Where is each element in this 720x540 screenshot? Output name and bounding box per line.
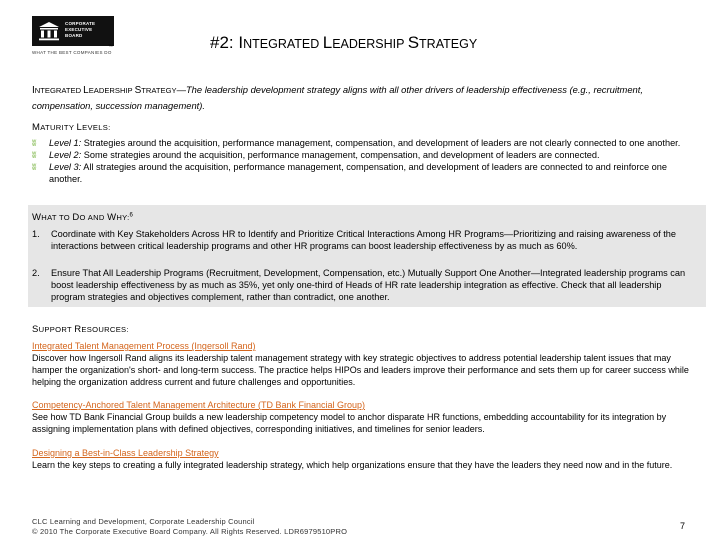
maturity-levels-section: [32, 122, 692, 185]
maturity-level-item: ʬ Level 3: All strategies around the acquisition, performance management, compensation, and development of leaders are connected to and reinforce one another.: [32, 162, 667, 184]
resource-link[interactable]: Integrated Talent Management Process (Ingersoll Rand): [32, 341, 256, 351]
green-bullet-icon: ʬ: [32, 162, 37, 172]
building-logo-icon: [38, 21, 60, 41]
maturity-level-item: ʬ Level 2: Some strategies around the acquisition, performance management, compensation, and development of leaders are connected.: [32, 150, 600, 160]
green-bullet-icon: ʬ: [32, 150, 37, 160]
company-logo: [32, 16, 114, 46]
trademark-symbol: ™: [108, 44, 113, 50]
what-to-do-heading: WHAT TO DO AND WHY:$^6$: [32, 212, 134, 223]
resource-description: Discover how Ingersoll Rand aligns its leadership talent management strategy with key strategic objectives to address potential leadership talent issues that may hamper the organization's short- and long-term success. The practice helps HIPOs and leaders improve their performance and sets them up for career success while helping the organization address current and future challenges and opportunities.: [32, 353, 689, 387]
resource-link[interactable]: Competency-Anchored Talent Management Architecture (TD Bank Financial Group): [32, 400, 365, 410]
recommendation-item: 1. Coordinate with Key Stakeholders Across HR to Identify and Prioritize Critical Interactions Among HR Programs—Prioritizing and raising awareness of the interactions between critical leadership programs and other HR programs can boost leadership effectiveness by as much as 60%.: [32, 229, 677, 251]
page-title: #2: INTEGRATED LEADERSHIP STRATEGY: [210, 33, 478, 52]
maturity-levels-heading: MATURITY LEVELS:: [32, 122, 111, 133]
resource-link[interactable]: Designing a Best-in-Class Leadership Strategy: [32, 448, 219, 458]
logo-wordmark: CORPORATE EXECUTIVE BOARD: [65, 21, 96, 38]
green-bullet-icon: ʬ: [32, 138, 37, 148]
resource-item: [32, 447, 696, 471]
resource-description: Learn the key steps to creating a fully integrated leadership strategy, which help organizations ensure that they have the leaders they need now and in the future.: [32, 460, 673, 470]
strategy-definition: INTEGRATED LEADERSHIP STRATEGY—The leadership development strategy aligns with all other drivers of leadership effectiveness (e.g., recruitment, compensation, succession management).: [32, 84, 643, 111]
resource-item: [32, 340, 696, 388]
resource-item: [32, 399, 696, 435]
maturity-level-item: ʬ Level 1: Strategies around the acquisition, performance management, compensation, and development of leaders are not clearly connected to one another.: [32, 138, 681, 148]
support-resources-heading: SUPPORT RESOURCES:: [32, 324, 129, 335]
footer-credits: CLC Learning and Development, Corporate Leadership Council © 2010 The Corporate Executive Board Company. All Rights Reserved. LDR6979510PRO: [32, 517, 348, 536]
logo-tagline: WHAT THE BEST COMPANIES DO: [32, 50, 112, 55]
page-number: 7: [680, 521, 686, 531]
recommendation-item: 2. Ensure That All Leadership Programs (Recruitment, Development, Compensation, etc.) Mutually Support One Another—Integrated leadership programs can boost leadership effectiveness by as much as 35%, yet only one-third of Heads of HR rate leadership integration as effective. Check that all leadership program strategies and objectives complement, rather than contradict, one another.: [32, 268, 686, 302]
resource-description: See how TD Bank Financial Group builds a new leadership competency model to anchor disparate HR functions, embedding accountability for its integration by assigning implementation plans with defined objectives, corresponding initiatives, and timelines for senior leaders.: [32, 412, 667, 434]
